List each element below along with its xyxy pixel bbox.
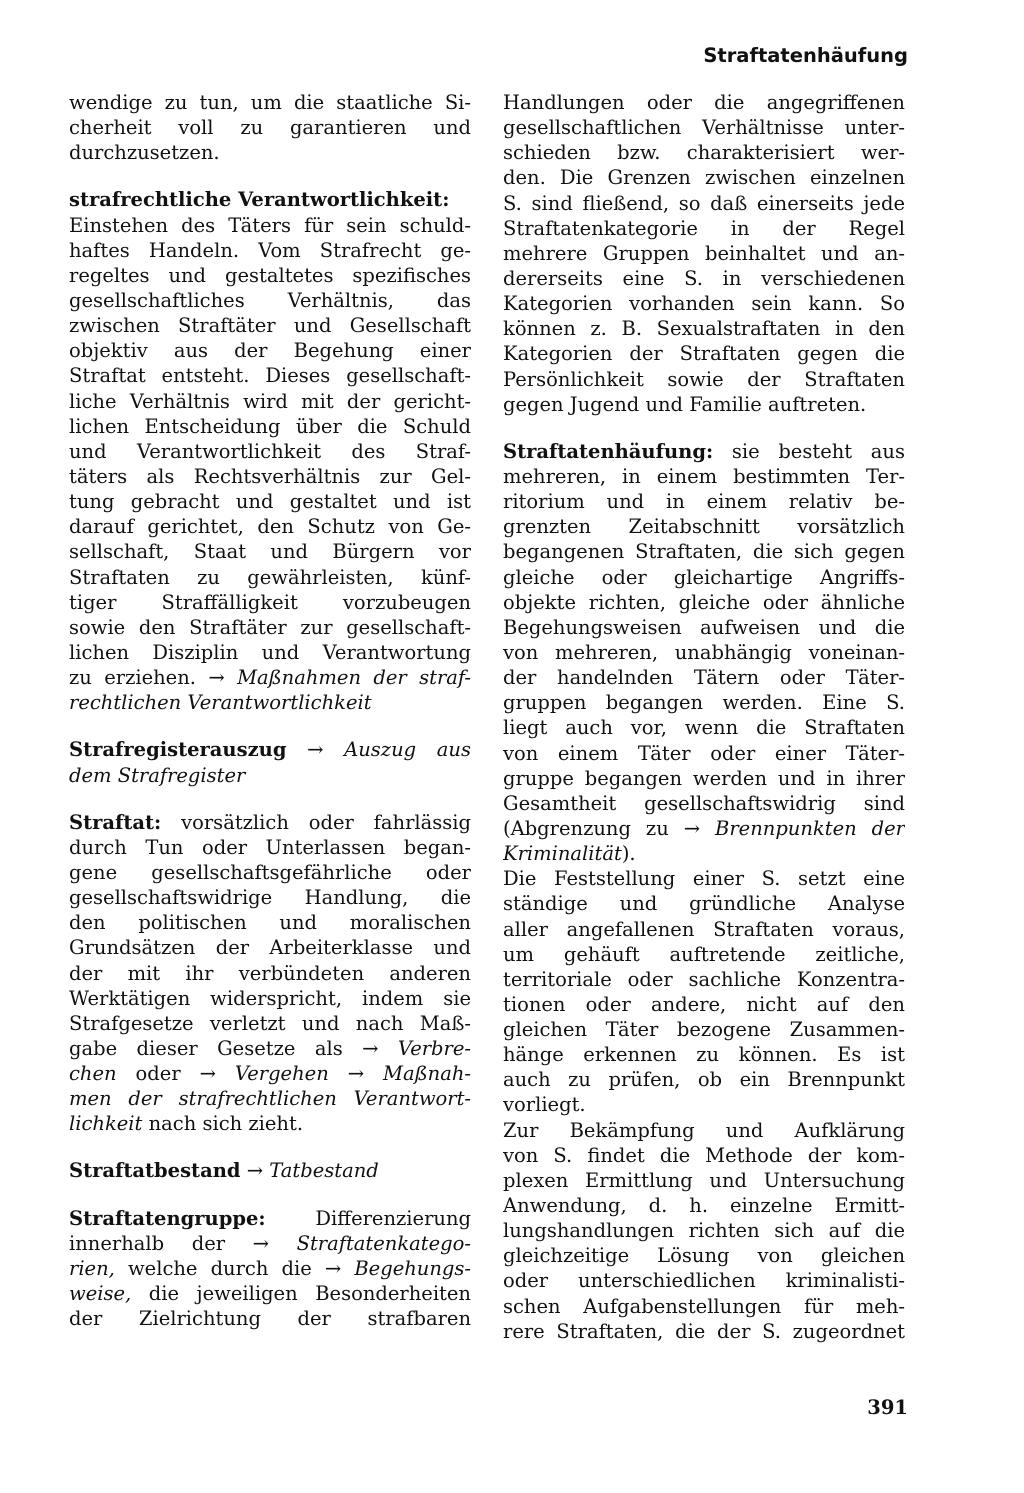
text-run: Straftat entsteht. Dieses gesellschaft- (69, 364, 471, 388)
text-run: lungshandlungen richten sich auf die (503, 1219, 905, 1243)
text-run: von mehreren, unabhängig voneinan- (503, 640, 905, 664)
text-run: Straftaten zu gewährleisten, künf- (69, 565, 471, 589)
text-run: können z. B. Sexualstraftaten in den (503, 317, 905, 341)
text-line (69, 140, 471, 165)
text-line (503, 967, 905, 992)
text-line (69, 640, 471, 665)
text-run: Handlungen oder die angegriffenen (503, 91, 905, 114)
text-line (69, 439, 471, 464)
text-line (69, 414, 471, 439)
text-run: auch zu prüfen, ob ein Brennpunkt (503, 1068, 905, 1092)
text-line (503, 539, 905, 564)
text-line (69, 935, 471, 960)
text-run: Werktätigen widerspricht, indem sie (69, 986, 471, 1010)
text-run: → (286, 738, 345, 762)
text-run: zu erziehen. → (69, 666, 238, 690)
text-line (69, 1011, 471, 1036)
cross-reference: weise, (69, 1282, 132, 1306)
cross-reference: rien, (69, 1256, 115, 1280)
text-line (503, 1294, 905, 1319)
text-line (69, 885, 471, 910)
text-line (503, 1193, 905, 1218)
text-run: liegt auch vor, wenn die Straftaten (503, 716, 905, 740)
text-run: von S. findet die Methode der kom- (503, 1143, 905, 1167)
text-run: schieden bzw. charakterisiert wer- (503, 141, 905, 165)
text-line (503, 942, 905, 967)
text-line (69, 910, 471, 935)
text-line (503, 464, 905, 489)
text-line (69, 986, 471, 1011)
text-run: dererseits eine S. in verschiedenen (503, 266, 905, 290)
text-run: der Zielrichtung der strafbaren (69, 1307, 471, 1331)
text-run: gruppe begangen werden und in ihrer (503, 766, 905, 790)
text-run: tung gebracht und gestaltet und ist (69, 490, 471, 514)
text-line (503, 341, 905, 366)
text-line (69, 690, 471, 715)
text-run: gene gesellschaftsgefährliche oder (69, 860, 471, 884)
text-line (69, 1231, 471, 1256)
text-run: ritorium und in einem relativ be- (503, 490, 905, 514)
text-line (503, 392, 905, 417)
text-run: Kategorien vorhanden sein kann. So (503, 292, 905, 316)
text-line (69, 313, 471, 338)
cross-reference: Maßnah- (383, 1062, 471, 1086)
text-line (69, 1086, 471, 1111)
text-line (503, 316, 905, 341)
text-line (503, 1143, 905, 1168)
cross-reference: dem Strafregister (69, 763, 246, 787)
text-run: rere Straftaten, die der S. zugeordnet (503, 1319, 905, 1343)
text-run: Einstehen des Täters für sein schuld- (69, 213, 471, 237)
text-line (503, 1168, 905, 1193)
text-line (503, 216, 905, 241)
text-line (503, 565, 905, 590)
text-run: mehrere Gruppen beinhaltet und an- (503, 241, 905, 265)
right-column (503, 90, 905, 1344)
text-line (69, 665, 471, 690)
text-run: aller angefallenen Straftaten voraus, (503, 917, 905, 941)
cross-reference: Begehungs- (354, 1256, 471, 1280)
text-line (69, 810, 471, 835)
text-run: ). (621, 842, 636, 866)
cross-reference: men der strafrechtlichen Verantwort- (69, 1087, 471, 1111)
page-number: 391 (867, 1396, 908, 1419)
text-line (503, 665, 905, 690)
text-run: sellschaft, Staat und Bürgern vor (69, 540, 471, 564)
text-run: Strafgesetze verletzt und nach Maß- (69, 1011, 471, 1035)
text-run: lichen Entscheidung über die Schuld (69, 414, 471, 438)
text-run: Grundsätzen der Arbeiterklasse und (69, 936, 471, 960)
text-run: den. Die Grenzen zwischen einzelnen (503, 166, 905, 190)
text-line (69, 1158, 471, 1183)
text-line (503, 841, 905, 866)
text-line (503, 1243, 905, 1268)
text-line (503, 241, 905, 266)
cross-reference: Straftatenkatego- (296, 1231, 471, 1255)
text-line (503, 439, 905, 464)
text-run: Gesamtheit gesellschaftswidrig sind (503, 791, 905, 815)
text-line (69, 1306, 471, 1331)
text-run: begangenen Straftaten, die sich gegen (503, 540, 905, 564)
text-line (503, 1017, 905, 1042)
text-run: darauf gerichtet, den Schutz von Ge- (69, 515, 471, 539)
text-run: Die Feststellung einer S. setzt eine (503, 867, 905, 891)
text-run: gleichen Täter bezogene Zusammen- (503, 1018, 905, 1042)
text-run: liche Verhältnis wird mit der gericht- (69, 389, 471, 413)
text-run: durch Tun oder Unterlassen began- (69, 835, 471, 859)
text-run: Differenzierung (265, 1206, 471, 1230)
text-run: vorsätzlich oder fahrlässig (161, 810, 471, 834)
text-line (503, 165, 905, 190)
text-run: gleiche oder gleichartige Angriffs- (503, 565, 905, 589)
text-run: wendige zu tun, um die staatliche Si- (69, 91, 471, 114)
text-run: tionen oder andere, nicht auf den (503, 992, 905, 1016)
entry-term: Straftatbestand (69, 1159, 241, 1183)
text-run: zwischen Straftäter und Gesellschaft (69, 314, 471, 338)
cross-reference: chen (69, 1062, 117, 1086)
text-line (503, 514, 905, 539)
entry-term: Straftatengruppe: (69, 1206, 266, 1230)
paragraph-gap (503, 417, 905, 439)
text-line (69, 363, 471, 388)
text-run: → (328, 1062, 384, 1086)
paragraph-gap (69, 1184, 471, 1206)
text-run: sowie den Straftäter zur gesellschaft- (69, 615, 471, 639)
text-line (69, 737, 471, 762)
text-line (69, 1111, 471, 1136)
text-line (69, 590, 471, 615)
cross-reference: Tatbestand (269, 1159, 379, 1183)
text-line (503, 1319, 905, 1344)
text-line (69, 389, 471, 414)
text-run: gegen Jugend und Familie auftreten. (503, 392, 867, 416)
text-line (503, 1118, 905, 1143)
paragraph-gap (69, 165, 471, 187)
text-run: territoriale oder sachliche Konzentra- (503, 967, 905, 991)
text-run: gleichzeitige Lösung von gleichen (503, 1244, 905, 1268)
text-line (503, 640, 905, 665)
paragraph-gap (69, 788, 471, 810)
text-line (503, 992, 905, 1017)
cross-reference: rechtlichen Verantwortlichkeit (69, 691, 372, 715)
entry-term: Straftat: (69, 810, 162, 834)
running-header: Straftatenhäufung (703, 44, 908, 67)
text-line (69, 90, 471, 115)
cross-reference: Kriminalität (503, 842, 622, 866)
text-line (69, 961, 471, 986)
text-run: lichen Disziplin und Verantwortung (69, 640, 471, 664)
text-line (69, 338, 471, 363)
text-line (503, 891, 905, 916)
text-line (503, 90, 905, 115)
text-run: und Verantwortlichkeit des Straf- (69, 439, 471, 463)
text-line (69, 489, 471, 514)
text-line (503, 766, 905, 791)
entry-term: strafrechtliche Verantwortlichkeit: (69, 188, 450, 212)
text-line (503, 615, 905, 640)
text-run: sie besteht aus (713, 439, 905, 463)
text-run: gesellschaftliches Verhältnis, das (69, 288, 471, 312)
text-run: objekte richten, gleiche oder ähnliche (503, 590, 905, 614)
text-line (69, 1206, 471, 1231)
text-line (503, 266, 905, 291)
text-line (503, 1092, 905, 1117)
text-line (503, 115, 905, 140)
text-run: Zur Bekämpfung und Aufklärung (503, 1118, 905, 1142)
text-line (69, 539, 471, 564)
text-line (69, 464, 471, 489)
text-line (503, 1042, 905, 1067)
text-run: gruppen begangen werden. Eine S. (503, 691, 905, 715)
text-line (69, 263, 471, 288)
cross-reference: Auszug aus (344, 738, 471, 762)
text-run: tiger Straffälligkeit vorzubeugen (69, 590, 471, 614)
text-line (69, 514, 471, 539)
text-line (69, 1281, 471, 1306)
text-line (503, 917, 905, 942)
text-line (69, 238, 471, 263)
text-line (69, 1256, 471, 1281)
text-run: haftes Handeln. Vom Strafrecht ge- (69, 238, 471, 262)
text-run: der handelnden Tätern oder Täter- (503, 666, 905, 690)
cross-reference: Verbre- (397, 1036, 471, 1060)
text-run: oder → (116, 1062, 235, 1086)
cross-reference: Brennpunkten der (715, 816, 905, 840)
text-line (503, 1268, 905, 1293)
text-line (503, 367, 905, 392)
text-line (69, 763, 471, 788)
text-run: von einem Täter oder einer Täter- (503, 741, 905, 765)
text-run: die jeweiligen Besonderheiten (131, 1282, 471, 1306)
text-run: Straftatenkategorie in der Regel (503, 216, 905, 240)
text-line (503, 791, 905, 816)
cross-reference: Vergehen (234, 1062, 329, 1086)
text-run: Persönlichkeit sowie der Straftaten (503, 367, 905, 391)
text-line (69, 835, 471, 860)
text-line (69, 288, 471, 313)
text-run: gabe dieser Gesetze als → (69, 1036, 398, 1060)
text-run: vorliegt. (503, 1093, 586, 1117)
text-line (503, 866, 905, 891)
text-run: schen Aufgabenstellungen für meh- (503, 1294, 905, 1318)
text-run: den politischen und moralischen (69, 911, 471, 935)
text-run: gesellschaftlichen Verhältnisse unter- (503, 116, 905, 140)
text-run: Kategorien der Straftaten gegen die (503, 342, 905, 366)
text-run: mehreren, in einem bestimmten Ter- (503, 464, 905, 488)
text-line (69, 213, 471, 238)
text-run: → (240, 1159, 270, 1183)
text-line (503, 489, 905, 514)
text-run: cherheit voll zu garantieren und (69, 116, 471, 140)
text-run: Begehungsweisen aufweisen und die (503, 615, 905, 639)
text-line (503, 291, 905, 316)
cross-reference: lichkeit (69, 1112, 143, 1136)
text-run: durchzusetzen. (69, 141, 220, 165)
text-run: oder unterschiedlichen kriminalisti- (503, 1269, 905, 1293)
text-line (69, 1061, 471, 1086)
text-line (503, 690, 905, 715)
text-run: grenzten Zeitabschnitt vorsätzlich (503, 515, 905, 539)
text-run: welche durch die → (114, 1256, 355, 1280)
text-line (503, 191, 905, 216)
text-run: (Abgrenzung zu → (503, 816, 716, 840)
cross-reference: Maßnahmen der straf- (237, 666, 471, 690)
paragraph-gap (69, 1136, 471, 1158)
text-run: um gehäuft auftretende zeitliche, (503, 942, 905, 966)
text-line (503, 140, 905, 165)
entry-term: Strafregisterauszug (69, 738, 287, 762)
text-line (69, 115, 471, 140)
text-run: ständige und gründliche Analyse (503, 892, 905, 916)
text-line (503, 1218, 905, 1243)
text-run: Anwendung, d. h. einzelne Ermitt- (503, 1194, 905, 1218)
text-line (503, 1067, 905, 1092)
text-run: täters als Rechtsverhältnis zur Gel- (69, 464, 471, 488)
text-run: der mit ihr verbündeten anderen (69, 961, 471, 985)
text-run: gesellschaftswidrige Handlung, die (69, 886, 471, 910)
text-run: S. sind fließend, so daß einerseits jede (503, 191, 905, 215)
text-run: hänge erkennen zu können. Es ist (503, 1043, 905, 1067)
text-run: innerhalb der → (69, 1231, 297, 1255)
text-run: regeltes und gestaltetes spezifisches (69, 263, 471, 287)
entry-term: Straftatenhäufung: (503, 439, 714, 463)
paragraph-gap (69, 715, 471, 737)
text-line (69, 187, 471, 212)
text-run: plexen Ermittlung und Untersuchung (503, 1168, 905, 1192)
text-line (69, 615, 471, 640)
text-run: objektiv aus der Begehung einer (69, 339, 471, 363)
text-line (69, 565, 471, 590)
text-line (503, 715, 905, 740)
text-line (503, 816, 905, 841)
text-line (69, 860, 471, 885)
text-line (503, 590, 905, 615)
text-line (503, 741, 905, 766)
text-line (69, 1036, 471, 1061)
left-column (69, 90, 471, 1331)
text-run: nach sich zieht. (142, 1112, 304, 1136)
